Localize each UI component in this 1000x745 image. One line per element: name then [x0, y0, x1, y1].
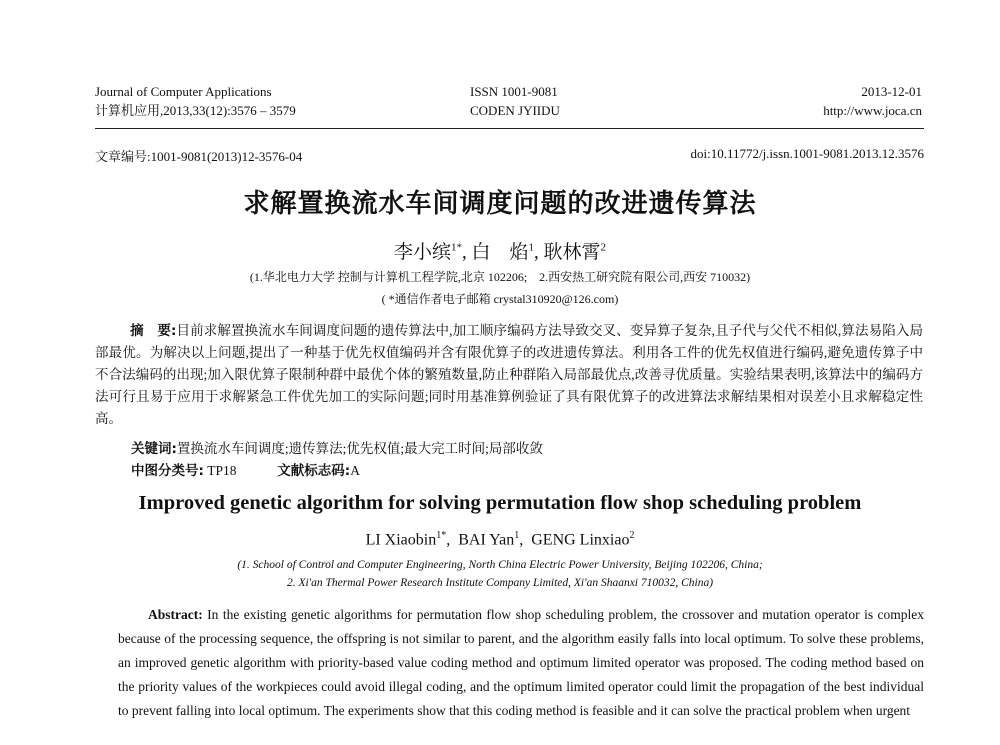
author-name: 白 焰	[471, 242, 529, 263]
header-rule	[95, 128, 924, 129]
clc-value: TP18	[207, 463, 237, 478]
article-number: 文章编号:1001-9081(2013)12-3576-04	[95, 149, 303, 164]
keywords-zh-text: 置换流水车间调度;遗传算法;优先权值;最大完工时间;局部收敛	[176, 441, 543, 456]
keywords-zh-label: 关键词:	[131, 441, 177, 457]
abstract-zh-label: 摘 要:	[130, 323, 177, 339]
abstract-zh	[95, 320, 923, 430]
author-sup: 1	[528, 241, 534, 254]
journal-header-right	[823, 82, 922, 120]
doi[interactable]: doi:10.11772/j.issn.1001-9081.2013.12.3576	[690, 146, 924, 161]
journal-citation-zh: 计算机应用,2013,33(12):3576 – 3579	[95, 103, 296, 118]
author-sup: 2	[629, 530, 635, 541]
author-name-en: GENG Linxiao	[531, 531, 630, 549]
journal-url[interactable]: http://www.joca.cn	[823, 103, 922, 118]
publish-date: 2013-12-01	[861, 84, 922, 99]
issn: ISSN 1001-9081	[470, 84, 558, 99]
author-sup: 1*	[436, 530, 447, 541]
abstract-en-label: Abstract:	[148, 607, 203, 622]
author-name: 李小缤	[393, 242, 451, 263]
author-name-en: LI Xiaobin	[365, 531, 437, 549]
journal-header-left	[95, 82, 296, 120]
title-en: Improved genetic algorithm for solving permutation flow shop scheduling problem	[138, 492, 862, 514]
affiliation-zh: (1.华北电力大学 控制与计算机工程学院,北京 102206; 2.西安热工研究院有限公司,西安 710032)	[249, 270, 751, 284]
doc-code-label: 文献标志码:	[277, 463, 351, 479]
author-sep: ,	[461, 242, 467, 263]
title-zh: 求解置换流水车间调度问题的改进遗传算法	[243, 189, 757, 219]
author-sup: 2	[600, 241, 607, 254]
corresponding-email: ( *通信作者电子邮箱 crystal310920@126.com)	[381, 292, 619, 306]
author-name: 耿林霄	[543, 242, 601, 263]
author-sup: 1*	[450, 241, 462, 254]
author-sep: ,	[519, 531, 524, 549]
abstract-en-text: In the existing genetic algorithms for permutation flow shop scheduling problem, the crossover and mutation operator is complex because of the processing sequence, the offspring is not similar to parent, and the algorithm easily falls into local optimum. To solve these problems, an improved genetic algorithm with priority-based value coding method and optimum limited operator was proposed. The coding method based on the priority values of the workpieces could avoid illegal coding, and the optimum limited operator could limit the propagation of the best individual to prevent falling into local optimum. The experiments show that this coding method is feasible and it can solve the practical problem when urgent	[118, 607, 924, 718]
authors-zh	[0, 237, 1000, 264]
author-sep: ,	[534, 242, 539, 263]
affiliation-en	[0, 556, 1000, 592]
doc-code-value: A	[350, 463, 360, 478]
journal-name-en: Journal of Computer Applications	[95, 84, 272, 99]
affiliation-en-line2: 2. Xi'an Thermal Power Research Institute Company Limited, Xi'an Shaanxi 710032, China)	[286, 577, 714, 589]
author-name-en: BAI Yan	[458, 531, 515, 549]
abstract-en	[118, 603, 924, 723]
authors-en	[0, 530, 1000, 549]
coden: CODEN JYIIDU	[470, 103, 560, 118]
keywords-zh	[131, 437, 543, 457]
clc-label: 中图分类号:	[131, 463, 204, 479]
author-sup: 1	[514, 530, 520, 541]
author-sep: ,	[446, 531, 451, 549]
abstract-zh-text: 目前求解置换流水车间调度问题的遗传算法中,加工顺序编码方法导致交叉、变异算子复杂,且子代与父代不相似,算法易陷入局部最优。为解决以上问题,提出了一种基于优先权值编码并含有限优算子的改进遗传算法。利用各工件的优先权值进行编码,避免遗传算子中不合法编码的出现;加入限优算子限制种群中最优个体的繁殖数量,防止种群陷入局部最优点,改善寻优质量。实验结果表明,该算法中的编码方法可行且易于应用于求解紧急工件优先加工的实际问题;同时用基准算例验证了具有限优算子的改进算法求解结果相对误差小且求解稳定性高。	[95, 323, 923, 426]
affiliation-en-line1: (1. School of Control and Computer Engineering, North China Electric Power University, Beijing 102206, China;	[237, 559, 763, 571]
classification-zh	[131, 459, 360, 479]
journal-header-mid	[470, 82, 560, 120]
